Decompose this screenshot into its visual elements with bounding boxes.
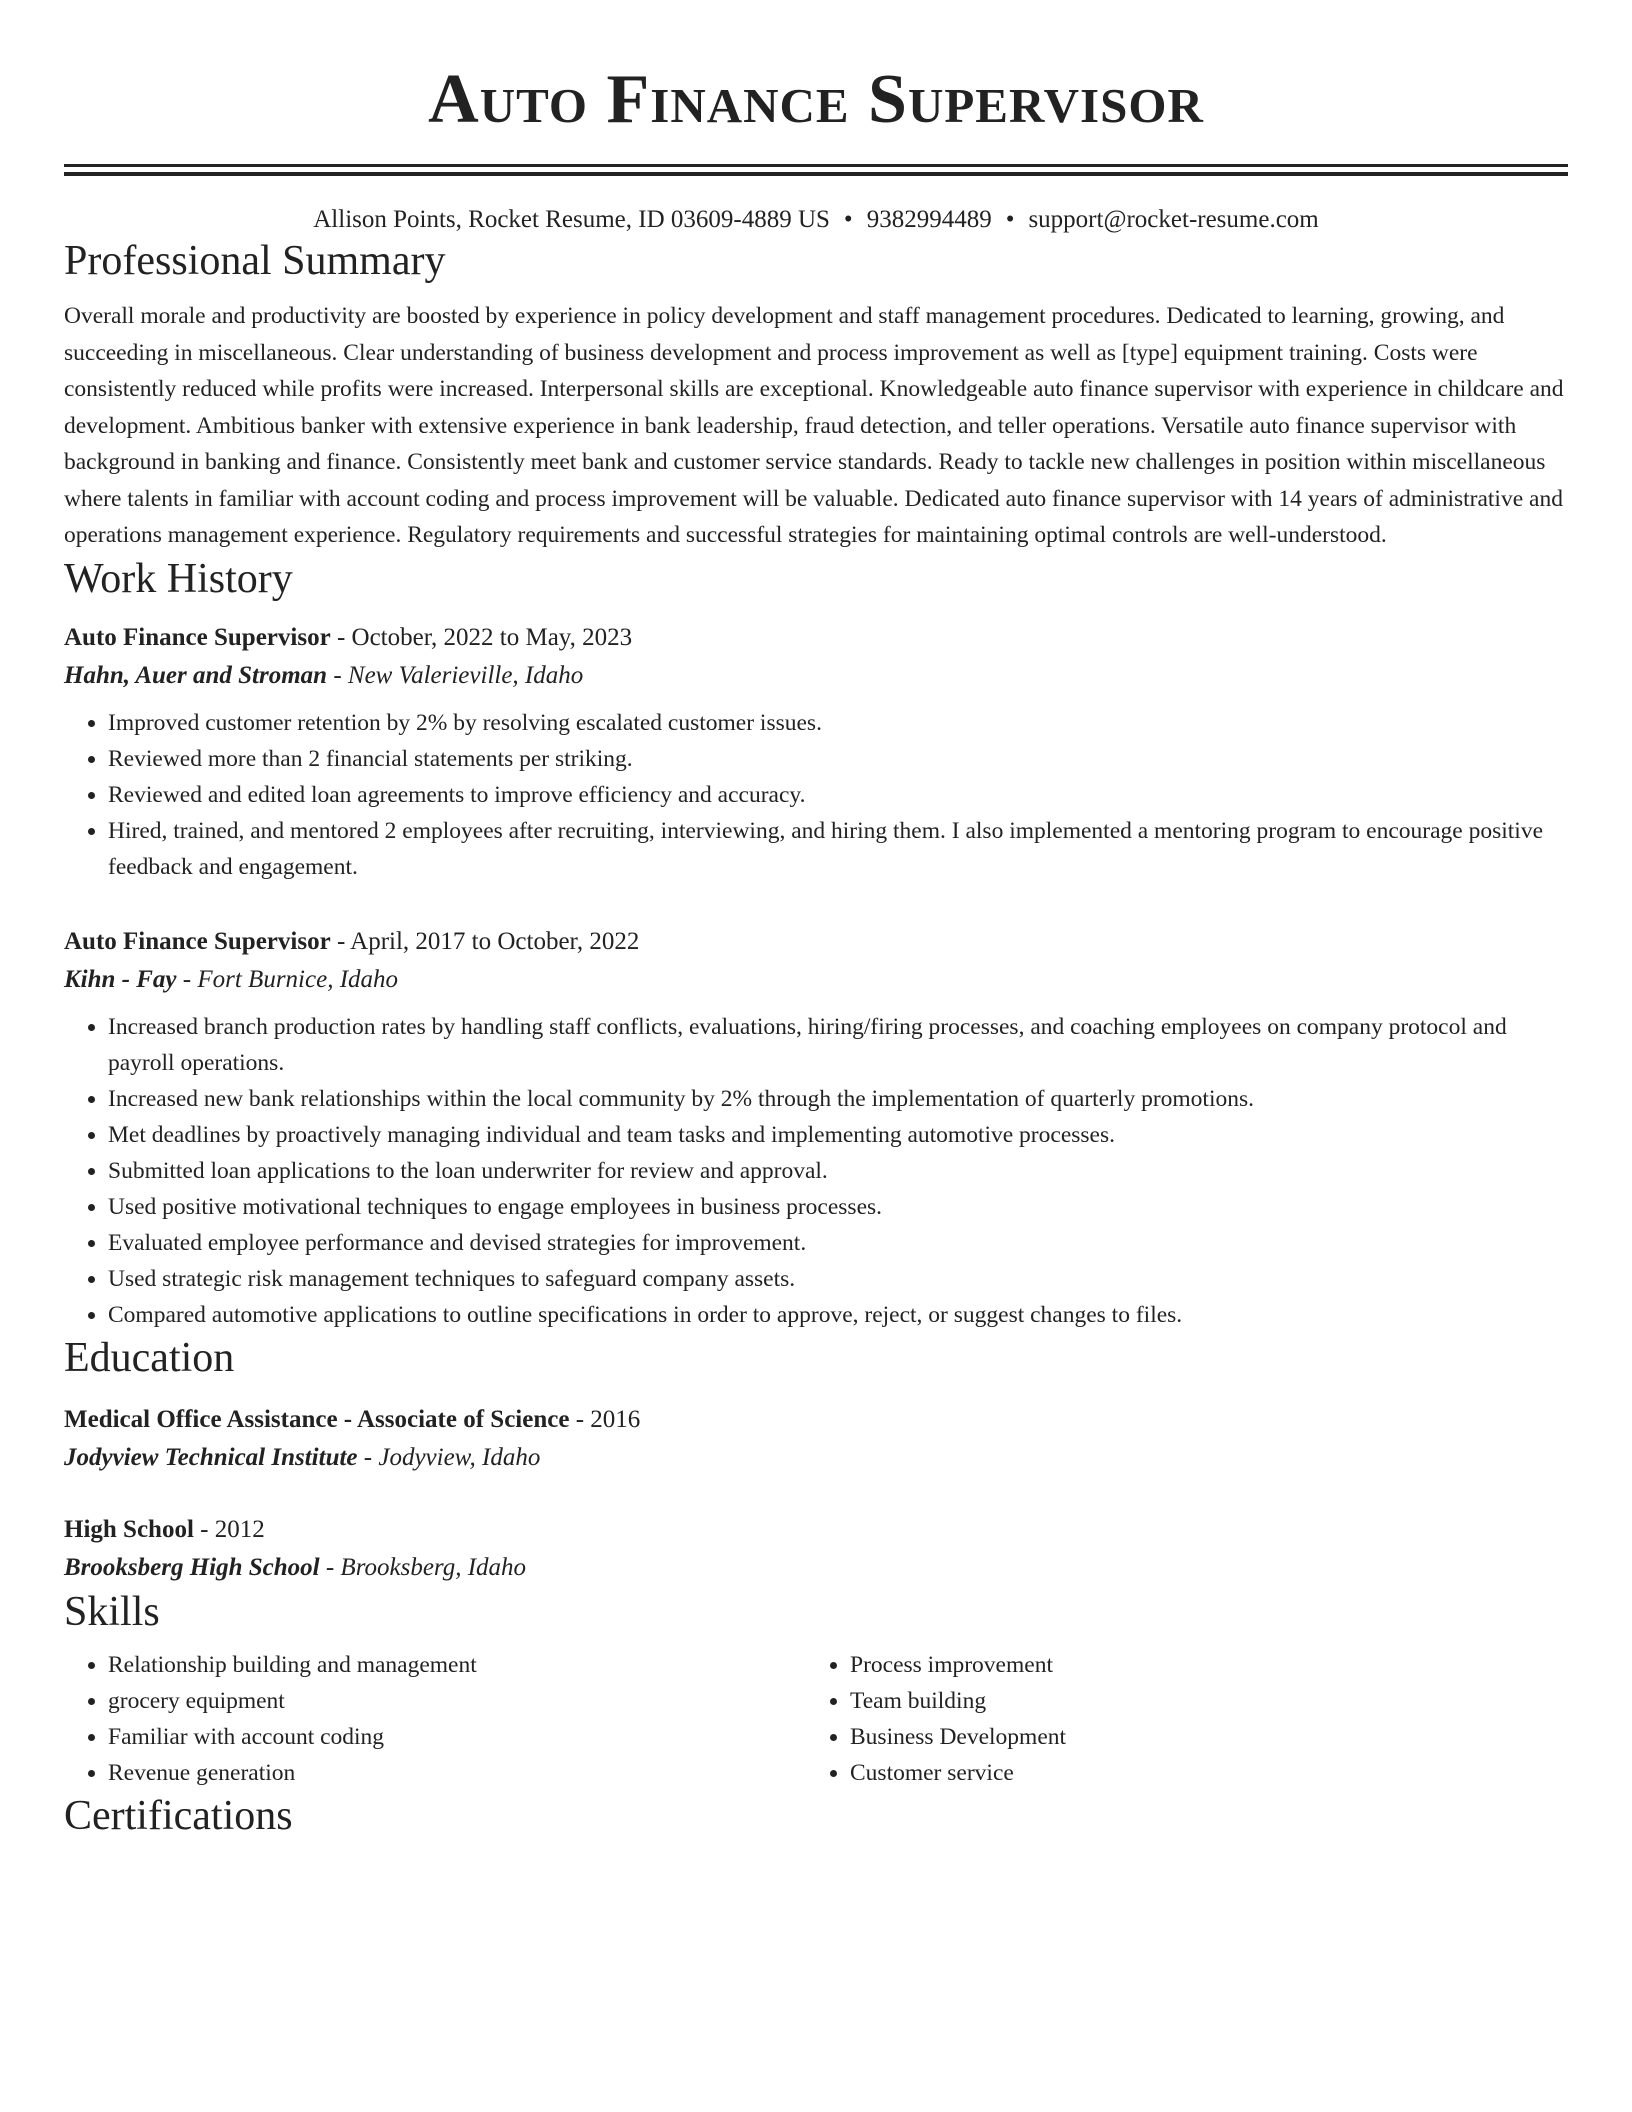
skill-item: • Team building — [850, 1683, 1548, 1719]
skill-item: • Customer service — [850, 1755, 1548, 1791]
education-degree-line — [64, 1511, 1568, 1549]
job-bullet: • Reviewed and edited loan agreements to improve efficiency and accuracy. — [108, 777, 1568, 813]
job-entry — [64, 619, 1568, 885]
contact-line — [64, 204, 1568, 236]
job-company-line — [64, 961, 1568, 999]
skill-item: • Revenue generation — [108, 1755, 806, 1791]
job-dates: - April, 2017 to October, 2022 — [330, 927, 640, 955]
job-title: Auto Finance Supervisor — [64, 623, 331, 651]
job-dates: - October, 2022 to May, 2023 — [330, 623, 633, 651]
title-divider-bottom — [64, 172, 1568, 176]
skills-heading: Skills — [64, 1588, 160, 1635]
skill-item: • Business Development — [850, 1719, 1548, 1755]
education-entry — [64, 1511, 1568, 1587]
job-role-line — [64, 619, 1568, 657]
education-school: Jodyview Technical Institute — [64, 1443, 358, 1471]
job-bullet: • Submitted loan applications to the loan underwriter for review and approval. — [108, 1153, 1568, 1189]
education-entry — [64, 1401, 1568, 1477]
education-location: - Jodyview, Idaho — [357, 1443, 541, 1471]
title-divider-top — [64, 164, 1568, 167]
job-bullet: • Met deadlines by proactively managing individual and team tasks and implementing automotive processes. — [108, 1117, 1568, 1153]
job-company: Hahn, Auer and Stroman — [64, 661, 328, 689]
education-school: Brooksberg High School — [64, 1553, 320, 1581]
education-heading: Education — [64, 1334, 235, 1381]
skill-item: • Relationship building and management — [108, 1647, 806, 1683]
skill-item: • Process improvement — [850, 1647, 1548, 1683]
job-bullet: • Increased branch production rates by handling staff conflicts, evaluations, hiring/firing processes, and coaching employees on company protocol and payroll operations. — [108, 1009, 1568, 1081]
job-bullet: • Improved customer retention by 2% by resolving escalated customer issues. — [108, 705, 1568, 741]
education-degree: High School — [64, 1515, 194, 1543]
education-degree-line — [64, 1401, 1568, 1439]
skills-list — [64, 1647, 1568, 1791]
job-bullet: • Evaluated employee performance and devised strategies for improvement. — [108, 1225, 1568, 1261]
job-location: - New Valerieville, Idaho — [327, 661, 584, 689]
job-bullets — [64, 1009, 1568, 1333]
job-bullet: • Compared automotive applications to outline specifications in order to approve, reject, or suggest changes to files. — [108, 1297, 1568, 1333]
education-location: - Brooksberg, Idaho — [319, 1553, 527, 1581]
contact-email: support@rocket-resume.com — [1028, 206, 1319, 233]
skill-item: • Familiar with account coding — [108, 1719, 806, 1755]
contact-phone: 9382994489 — [866, 206, 992, 233]
job-bullets — [64, 705, 1568, 885]
education-school-line — [64, 1549, 1568, 1587]
education-school-line — [64, 1439, 1568, 1477]
job-role-line — [64, 923, 1568, 961]
work-history-heading: Work History — [64, 555, 293, 602]
job-company-line — [64, 657, 1568, 695]
job-bullet: • Used positive motivational techniques to engage employees in business processes. — [108, 1189, 1568, 1225]
job-bullet: • Increased new bank relationships within the local community by 2% through the implementation of quarterly promotions. — [108, 1081, 1568, 1117]
job-company: Kihn - Fay — [64, 965, 177, 993]
summary-text: Overall morale and productivity are boosted by experience in policy development and staff management procedures. Dedicated to learning, growing, and succeeding in miscellaneous. Clear understanding of business development and process improvement as well as [type] equipment training. Costs were consistently reduced while profits were increased. Interpersonal skills are exceptional. Knowledgeable auto finance supervisor with experience in childcare and development. Ambitious banker with extensive experience in bank leadership, fraud detection, and teller operations. Versatile auto finance supervisor with background in banking and finance. Consistently meet bank and customer service standards. Ready to tackle new challenges in position within miscellaneous where talents in familiar with account coding and process improvement will be valuable. Dedicated auto finance supervisor with 14 years of administrative and operations management experience. Regulatory requirements and successful strategies for maintaining optimal controls are well-understood. — [64, 303, 1564, 548]
education-year: - 2012 — [193, 1515, 265, 1543]
job-title: Auto Finance Supervisor — [64, 927, 331, 955]
skills-column-left — [64, 1647, 806, 1791]
job-location: - Fort Burnice, Idaho — [176, 965, 399, 993]
contact-separator: • — [843, 206, 853, 233]
contact-address: Allison Points, Rocket Resume, ID 03609-4889 US — [313, 206, 830, 233]
job-bullet: • Reviewed more than 2 financial statements per striking. — [108, 741, 1568, 777]
summary-heading: Professional Summary — [64, 238, 446, 284]
education-year: - 2016 — [569, 1405, 641, 1433]
certifications-heading: Certifications — [64, 1792, 293, 1839]
skills-column-right — [806, 1647, 1548, 1791]
job-bullet: • Used strategic risk management techniques to safeguard company assets. — [108, 1261, 1568, 1297]
job-bullet: • Hired, trained, and mentored 2 employees after recruiting, interviewing, and hiring them. I also implemented a mentoring program to encourage positive feedback and engagement. — [108, 813, 1568, 885]
education-degree: Medical Office Assistance - Associate of Science — [64, 1405, 570, 1433]
resume-title: Auto Finance Supervisor — [428, 61, 1204, 138]
skill-item: • grocery equipment — [108, 1683, 806, 1719]
job-entry — [64, 923, 1568, 1333]
contact-separator: • — [1005, 206, 1015, 233]
